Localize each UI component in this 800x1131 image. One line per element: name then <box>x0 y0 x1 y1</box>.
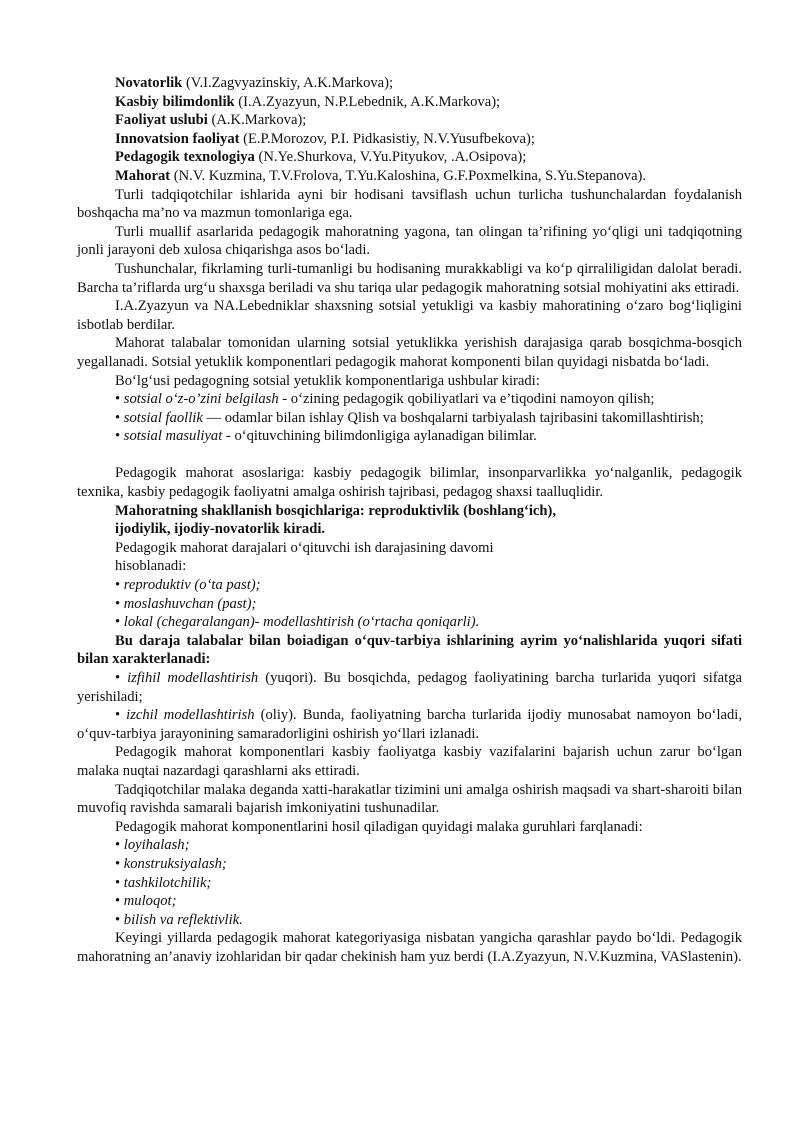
list-text: — odamlar bilan ishlay Qlish va boshqalarni tarbiyalash tajribasini takomillashtirish; <box>202 409 704 426</box>
levels-intro: hisoblanadi: <box>115 558 187 575</box>
list-item <box>77 390 742 409</box>
list-item <box>77 427 742 446</box>
list-item <box>77 409 742 428</box>
list-item <box>77 576 742 595</box>
term: Mahorat <box>115 167 171 184</box>
author-line <box>77 167 742 186</box>
paragraph: I.A.Zyazyun va NA.Lebedniklar shaxsning sotsial yetukligi va kasbiy mahoratining o‘zaro bog‘liqligini isbotlab berdilar. <box>77 298 742 333</box>
list-term: muloqot; <box>123 893 177 910</box>
list-text: - o‘qituvchining bilimdonligiga aylanadigan bilimlar. <box>222 428 537 445</box>
bullet-glyph: • <box>115 893 121 910</box>
bold-heading <box>77 632 742 669</box>
citation: (A.K.Markova); <box>207 112 307 129</box>
list-text: - o‘zining pedagogik qobiliyatlari va e’tiqodini namoyon qilish; <box>278 391 655 408</box>
bullet-glyph: • <box>115 874 121 891</box>
list-term: sotsial faollik <box>123 409 203 426</box>
list-term: sotsial o‘z-o’zini belgilash <box>123 391 279 408</box>
bullet-glyph: • <box>115 595 121 612</box>
heading-text: Mahoratning shakllanish bosqichlariga: reproduktivlik (boshlang‘ich), <box>115 502 557 519</box>
bullet-glyph: • <box>115 428 121 445</box>
heading-text: ijodiylik, ijodiy-novatorlik kiradi. <box>115 521 326 538</box>
term: Novatorlik <box>115 75 183 91</box>
list-item <box>77 595 742 614</box>
list-item <box>77 855 742 874</box>
term: Kasbiy bilimdonlik <box>115 93 235 110</box>
paragraph: Pedagogik mahorat komponentlarini hosil qiladigan quyidagi malaka guruhlari farqlanadi: <box>115 818 643 835</box>
bullet-glyph: • <box>115 855 121 872</box>
list-term: konstruksiyalash; <box>123 855 227 872</box>
list-item <box>77 836 742 855</box>
bullet-glyph: • <box>115 409 121 426</box>
list-text: (yuqori). Bu bosqichda, pedagog faoliyatining barcha turlarida yuqori sifatga yerishiladi; <box>77 670 742 705</box>
list-item <box>77 892 742 911</box>
paragraph: Bo‘lg‘usi pedagogning sotsial yetuklik komponentlariga ushbular kiradi: <box>115 372 540 389</box>
bullet-glyph: • <box>115 911 121 928</box>
list-item <box>77 613 742 632</box>
bullet-glyph: • <box>115 670 121 686</box>
stages-heading <box>77 520 742 539</box>
author-line <box>77 130 742 149</box>
paragraph: Turli tadqiqotchilar ishlarida ayni bir hodisani tavsiflash uchun turlicha tushunchalardan foydalanish boshqacha ma’no va mazmun tomonlariga ega. <box>77 186 742 222</box>
list-item <box>77 669 742 706</box>
bullet-glyph: • <box>115 837 121 854</box>
bullet-glyph: • <box>115 614 121 631</box>
citation: (N.V. Kuzmina, T.V.Frolova, T.Yu.Kaloshina, G.F.Poxmelkina, S.Yu.Stepanova). <box>170 167 647 184</box>
list-term: sotsial masuliyat <box>123 428 223 445</box>
term: Pedagogik texnologiya <box>115 149 255 166</box>
paragraph: Tadqiqotchilar malaka deganda xatti-harakatlar tizimini uni amalga oshirish maqsadi va shart-sharoiti bilan muvofiq ravishda samarali bajarish imkoniyatini tushunadilar. <box>77 781 742 817</box>
list-item <box>77 874 742 893</box>
citation: (I.A.Zyazyun, N.P.Lebednik, A.K.Markova); <box>234 93 501 110</box>
author-line <box>77 111 742 130</box>
document-page <box>77 74 742 967</box>
paragraph: Turli muallif asarlarida pedagogik mahoratning yagona, tan olingan ta’rifining yo‘qligi uni tadqiqotning jonli jarayoni deb xulosa chiqarishga asos bo‘ladi. <box>77 223 742 259</box>
list-item <box>77 706 742 743</box>
list-term: bilish va reflektivlik. <box>123 911 243 928</box>
paragraph: Pedagogik mahorat komponentlari kasbiy faoliyatga kasbiy vazifalarini bajarish uchun zarur bo‘lgan malaka nuqtai nazardagi qarashlarni aks ettiradi. <box>77 744 742 779</box>
list-text: (oliy). Bunda, faoliyatning barcha turlarida ijodiy munosabat namoyon bo‘ladi, o‘quv-tarbiya jarayonining samaradorligini oshirish yo‘llari izlanadi. <box>77 707 743 742</box>
paragraph: Tushunchalar, fikrlaming turli-tumanligi bu hodisaning murakkabligi va ko‘p qirraliligidan dalolat beradi. Barcha ta’riflarda urg‘u shaxsga beriladi va shu tariqa ular pedagogik mahoratning sotsial mohiyatini aks ettiradi. <box>77 260 742 296</box>
list-term: reproduktiv (o‘ta past); <box>123 577 261 594</box>
list-term: lokal (chegaralangan)- modellashtirish (o‘rtacha qoniqarli). <box>123 614 480 631</box>
list-term: izfihil modellashtirish <box>127 670 259 686</box>
list-item <box>77 911 742 930</box>
term: Faoliyat uslubi <box>115 112 208 129</box>
citation: (E.P.Morozov, P.I. Pidkasistiy, N.V.Yusufbekova); <box>239 130 535 147</box>
citation: (V.I.Zagvyazinskiy, A.K.Markova); <box>182 75 394 91</box>
paragraph: Mahorat talabalar tomonidan ularning sotsial yetuklikka yerishish darajasiga qarab bosqichma-bosqich yegallanadi. Sotsial yetuklik komponentlari pedagogik mahorat komponenti bilan quyidagi nisbatda bo‘ladi. <box>77 335 742 370</box>
levels-intro: Pedagogik mahorat darajalari o‘qituvchi ish darajasining davomi <box>115 539 494 556</box>
citation: (N.Ye.Shurkova, V.Yu.Pityukov, .A.Osipova); <box>254 149 527 166</box>
spacer <box>77 446 742 465</box>
bullet-glyph: • <box>115 577 121 594</box>
stages-heading <box>77 502 742 521</box>
heading-text: Bu daraja talabalar bilan boiadigan o‘quv-tarbiya ishlarining ayrim yo‘nalishlarida yuqori sifati bilan xarakterlanadi: <box>77 632 742 668</box>
paragraph: Keyingi yillarda pedagogik mahorat kategoriyasiga nisbatan yangicha qarashlar paydo bo‘ldi. Pedagogik mahoratning an’anaviy izohlaridan bir qadar chekinish ham yuz berdi (I.A.Zyazyun, N.V.Kuzmina, VASlastenin). <box>77 930 742 965</box>
term: Innovatsion faoliyat <box>115 130 240 147</box>
bullet-glyph: • <box>115 391 121 408</box>
list-term: moslashuvchan (past); <box>123 595 257 612</box>
list-term: loyihalash; <box>123 837 190 854</box>
paragraph: Pedagogik mahorat asoslariga: kasbiy pedagogik bilimlar, insonparvarlikka yo‘nalganlik, pedagogik texnika, kasbiy pedagogik faoliyatni amalga oshirish tajribasi, pedagog shaxsi taalluqlidir. <box>77 465 742 501</box>
author-line <box>77 74 742 93</box>
author-line <box>77 93 742 112</box>
bullet-glyph: • <box>115 707 121 724</box>
list-term: tashkilotchilik; <box>123 874 212 891</box>
list-term: izchil modellashtirish <box>126 707 255 724</box>
author-line <box>77 148 742 167</box>
